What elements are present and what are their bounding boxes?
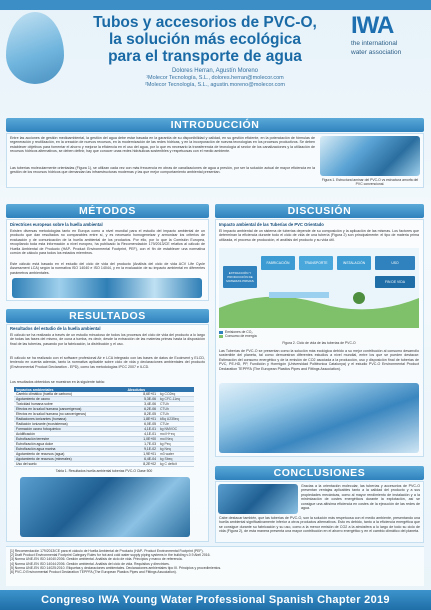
impacts-table	[14, 387, 194, 467]
legend-label: Emisiones de CO₂	[225, 330, 253, 334]
impact-unit-cell: kg Sbeq	[158, 457, 194, 462]
reference-item: [1] Recomendación 179/2013/CE para el cálculo de Huella Ambiental de Producto (HAP- Product Environmental Footprint (PEF).	[10, 549, 204, 553]
impact-unit-cell: kg C deficit	[158, 462, 194, 467]
impact-value-cell: 5,3E-06	[126, 397, 158, 402]
impact-value-cell: 1,0E+00	[126, 437, 158, 442]
impact-value-cell: 1,8E+01	[126, 417, 158, 422]
affiliation-2: ²Molecor Tecnología, S.L., agustin.moreno@molecor.com	[145, 82, 285, 88]
metodos-paragraph-2: Este cálculo está basado en el estudio del ciclo de vida del producto (Análisis del ciclo de vida ACV Life Cycle Assessment LCA) según la normativa ISO 14040 e ISO 14044, y en la evaluación de su impacto ambiental en diferentes parámetros ambientales.	[10, 262, 205, 275]
impact-name-cell: Eutrofización agua marina	[14, 447, 126, 452]
resultados-subheading: Resultados del estudio de la huella ambiental	[10, 326, 101, 331]
impact-value-cell: 1,7E-03	[126, 442, 158, 447]
resultados-paragraph-3: Los resultados obtenidos se muestran en la siguiente tabla:	[10, 380, 105, 384]
impact-value-cell: 8,2E+02	[126, 462, 158, 467]
impact-value-cell: 4,1E-01	[126, 432, 158, 437]
impact-name-cell: Cambio climático (huella de carbono)	[14, 392, 126, 397]
figure-2-caption: Figura 2. Ciclo de vida de las tuberías de PVC-O	[282, 341, 356, 345]
resultados-paragraph-1: El cálculo se ha realizado a través de un estudio minucioso de todos los procesos del ciclo de vida del producto a lo largo de todas las fases del mismo, de cuna a tumba, es decir, desde la extracción de las materias primas hasta la disposición final de las tuberías, pasando por la fabricación, la distribución y el uso.	[10, 333, 205, 346]
resultados-paragraph-2: El cálculo se ha realizado con el software profesional Air e LCA integrado con las bases de datos de Ecoinvent y ELCD, teniendo en cuenta además, tanto la normativa aplicable sobre ciclo de vida y declaraciones ambientales del producto (Environmental Product Declaration - EPD), como las metodologías IPCC 2007 e ILCD.	[10, 356, 205, 369]
impact-unit-cell: CTUe	[158, 422, 194, 427]
label-fabricacion: FABRICACIÓN	[266, 261, 290, 265]
reference-item: [4] Norma UNE-EN ISO 14044:2006. Gestión ambiental. Análisis del ciclo de vida. Requisitos y directrices.	[10, 561, 170, 566]
title-line-1: Tubos y accesorios de PVC-O,	[93, 14, 317, 31]
resultados-heading: RESULTADOS	[6, 309, 209, 323]
impact-name-cell: Eutrofización agua dulce	[14, 442, 126, 447]
label-transporte: TRANSPORTE	[304, 261, 328, 265]
impact-name-cell: Formación ozono fotoquímico	[14, 427, 126, 432]
impact-name-cell: Radiación ionizante (ecosistemas)	[14, 422, 126, 427]
impact-name-cell: Acidificación	[14, 432, 126, 437]
impact-name-cell: Agotamiento de recursos (minerales)	[14, 457, 126, 462]
table-row	[14, 462, 194, 467]
impact-unit-cell: CTUh	[158, 412, 194, 417]
impact-unit-cell: mol H+eq	[158, 432, 194, 437]
label-extraccion-2: PRODUCCIÓN DE	[227, 275, 253, 279]
impact-unit-cell: kg NMVOC	[158, 427, 194, 432]
logo-sub-2: water association	[351, 49, 402, 56]
discusion-subheading: Impacto ambiental de las Tuberías de PVC Orientado	[219, 222, 324, 227]
impact-unit-cell: kg Neq	[158, 447, 194, 452]
conclusions-photo	[218, 484, 298, 514]
table-1-caption: Tabla 1. Resultados huella ambiental tuberías PVC-O Clase 500	[55, 469, 153, 473]
impact-name-cell: Radiaciones ionizantes (humana)	[14, 417, 126, 422]
intro-paragraph-2: Las tuberías molecularmente orientadas (Figura 1), se utilizan cada vez con más frecuencia en obras de canalizaciones de agua a presión, por ser la solución actual de mayor eficiencia en la gestión de los recursos hídricos que demandan las infraestructuras modernas y las que mejor comportamiento ambiental presentan.	[10, 166, 315, 175]
impact-name-cell: Toxicidad humana sobre	[14, 402, 126, 407]
lifecycle-svg	[219, 248, 419, 328]
discusion-heading: DISCUSIÓN	[215, 204, 424, 218]
title-line-2: la solución más ecológica	[108, 31, 302, 48]
reference-item: [3] Norma UNE-EN ISO 14040:2006. Gestión ambiental. Análisis de ciclo de vida. Principios y marco de referencia.	[10, 557, 183, 562]
metodos-heading: MÉTODOS	[6, 204, 209, 218]
impact-unit-cell: kBq U235eq	[158, 417, 194, 422]
poster-title	[60, 14, 350, 65]
impact-unit-cell: CTUh	[158, 402, 194, 407]
logo-sub-1: the international	[351, 40, 398, 47]
label-uso: USO	[391, 261, 399, 265]
impact-value-cell: 6,2E-06	[126, 407, 158, 412]
discusion-paragraph-1: El impacto ambiental de un sistema de tuberías depende de su composición y la aplicación de las mismas. Los factores que determinan la eficiencia durante todo el ciclo de vida de una tubería (Figura 2) son principalmente: el tipo de materia prima utilizada, el proceso de producción, el análisis del producto y su vida útil.	[219, 229, 419, 242]
table-header-cell: Absolutos	[126, 387, 158, 392]
iwa-logo	[351, 14, 417, 60]
header-bar	[0, 0, 431, 10]
impact-unit-cell: kg CO2eq	[158, 392, 194, 397]
poster-header	[0, 0, 431, 88]
impact-value-cell: 6,4E-04	[126, 457, 158, 462]
legend-swatch	[219, 331, 223, 334]
impact-name-cell: Uso del suelo	[14, 462, 126, 467]
authors-block	[110, 68, 320, 89]
label-fin-vida: FIN DE VIDA	[385, 280, 405, 284]
metodos-subheading: Directrices europeas sobre la huella ambiental	[10, 222, 103, 227]
impact-name-cell: Agotamiento de recursos (agua)	[14, 452, 126, 457]
impact-value-cell: 3,4E-06	[126, 402, 158, 407]
discusion-paragraph-2: Las Tuberías de PVC-O se presentan como la solución más ecológica debido a su mejor contribución al consumo desarrollo sostenible del planeta, tal como demuestran diferentes estudios a nivel mundial, entre los que se pueden destacar: Estimación del consumo energético y de la emisión de CO2 asociada a la producción, uso y disposición final de tuberías de PVC, PE-HD, PP, Fundición y Hormigón (Universidad Politécnica Catalunya) y el estudio PVC-O Environmental Product Declaration TEPPFA (The European Plastics Pipes and Fittings Association).	[219, 349, 419, 371]
author-names: Dolores Herran, Agustín Moreno	[171, 68, 259, 74]
water-drop-graphic	[6, 12, 64, 84]
legend-label: Consumo de energía	[225, 334, 257, 339]
impact-unit-cell: mol Neq	[158, 437, 194, 442]
logo-mark: IWA	[351, 12, 394, 39]
diagram-legend	[219, 330, 339, 339]
lifecycle-diagram	[219, 248, 419, 328]
intro-heading: INTRODUCCIÓN	[6, 118, 424, 132]
label-extraccion-3: MATERIAS PRIMAS	[226, 279, 254, 283]
impact-value-cell: 8,6E+01	[126, 392, 158, 397]
legend-swatch	[219, 335, 223, 338]
impact-unit-cell: CTUh	[158, 407, 194, 412]
impact-unit-cell: kg Peq	[158, 442, 194, 447]
impact-name-cell: Eutrofización terrestre	[14, 437, 126, 442]
reference-item: [5] Norma UNE-EN ISO 14025:2010. Etiquetas y declaraciones ambientales. Declaraciones ambientales tipo III. Principios y procedimientos.	[10, 565, 222, 570]
impact-unit-cell: m3 water	[158, 452, 194, 457]
impact-value-cell: 9,1E-02	[126, 447, 158, 452]
table-header-cell: Impactos ambientales	[14, 387, 126, 392]
conclusiones-paragraph-2: Cabe destacar también, que las tuberías de PVC-O, son la solución más respetuosa con el medio ambiente, presentando una huella ambiental significativamente inferior a otros productos alternativos. Esto es debido, tanto a la eficiencia energética que se consigue durante su fabricación y su uso, como a la menor emisión de CO2 a la atmósfera a lo largo de todo su ciclo de vida (Figura 2), de esta manera presenta una mayor contribución en el ahorro energético y en el cambio climático del planeta.	[219, 516, 420, 534]
impact-value-cell: 4,1E-01	[126, 427, 158, 432]
impact-name-cell: Agotamiento de ozono	[14, 397, 126, 402]
tree-graphic	[353, 292, 365, 304]
impact-unit-cell: kg CFC-11eq	[158, 397, 194, 402]
conclusiones-paragraph-1: Gracias a la orientación molecular, las tuberías y accesorios de PVC-O presentan ventajas aplicables tanto a la calidad del producto y a sus propiedades mecánicas, como al mayor rendimiento de instalación y a la minimización de costes energéticos durante la explotación, así se consigue una altísima eficiencia en costes de la ejecución de las redes de agua.	[301, 484, 420, 511]
impact-value-cell: 6,0E-05	[126, 422, 158, 427]
pipe-installation-photo	[20, 477, 190, 537]
label-extraccion-1: EXTRACCIÓN Y	[228, 271, 252, 275]
legend-item-energy	[219, 334, 339, 338]
intro-paragraph-1: Entre las acciones de gestión medioambiental, la gestión del agua debe estar basada en la garantía de su disponibilidad y calidad, en su gestión eficiente, en la potenciación de fórmulas de regeneración y reutilización, en la creación de nuevos recursos, en la modernización de las redes hídricas, y en la incorporación de nuevas tecnologías en los procesos productivos. Se deben establecer objetivos para fomentar el ahorro y mejorar la eficiencia en el uso del agua, por lo que es necesario la transferencia de tecnología al sector de los canalizaciones y la utilización de recursos hídricos alternativos, se deben definir, hay que conocer unas redes hidráulicas sostenibles y respetuosas con el medio ambiente.	[10, 136, 315, 154]
metodos-paragraph-1: Existen diversas metodologías tanto en Europa como a nivel mundial para el estudio del impacto ambiental de un producto que dan resultados no comparables entre sí, y es necesario homogeneizar y armonizar los criterios de evaluación y de comunicación de la huella ambiental de los productos. Por ello, por lo que la Comisión Europea, recopilando toda esta información a nivel europeo, ha publicado la Recomendación 179/2013/CE relativa al cálculo de Huella Ambiental de Producto (HAP- Product Environmental Footprint, PEF), con el fin de establecer una normativa común de cálculo para todos los estados miembros.	[10, 229, 205, 256]
reference-item: [2] Draft Product Environmental Footprint Category Rules for hot and cold water supply piping systems in the building v.0.9 Abril 2016.	[10, 553, 211, 558]
pipes-stack-photo	[219, 383, 419, 453]
figure-1-caption: Figura 1. Estructura laminar del PVC-O vs estructura amorfa del PVC convencional.	[321, 178, 419, 186]
pipe-structure-image	[320, 136, 420, 176]
reference-item: [6] PVC-O Environmental Product Declaration TEPPFA (The European Plastics Pipes and Fittings Association).	[10, 570, 177, 575]
pipes-photo-strip	[12, 278, 202, 298]
impact-name-cell: Efectos en la salud humana (no cancerígenos)	[14, 412, 126, 417]
references-block	[6, 546, 424, 586]
conclusiones-heading: CONCLUSIONES	[215, 466, 424, 480]
label-instalacion: INSTALACIÓN	[342, 261, 366, 265]
impact-value-cell: 1,9E+01	[126, 452, 158, 457]
affiliation-1: ¹Molecor Tecnología, S.L., dolores.herran@molecor.com	[146, 75, 284, 81]
pipe-graphic	[269, 292, 329, 298]
impact-name-cell: Efectos en la salud humana (cancerígenos)	[14, 407, 126, 412]
impact-value-cell: 8,2E-05	[126, 412, 158, 417]
title-line-3: para el transporte de agua	[108, 48, 302, 65]
poster-footer: Congreso IWA Young Water Professional Spanish Chapter 2019	[0, 590, 431, 610]
